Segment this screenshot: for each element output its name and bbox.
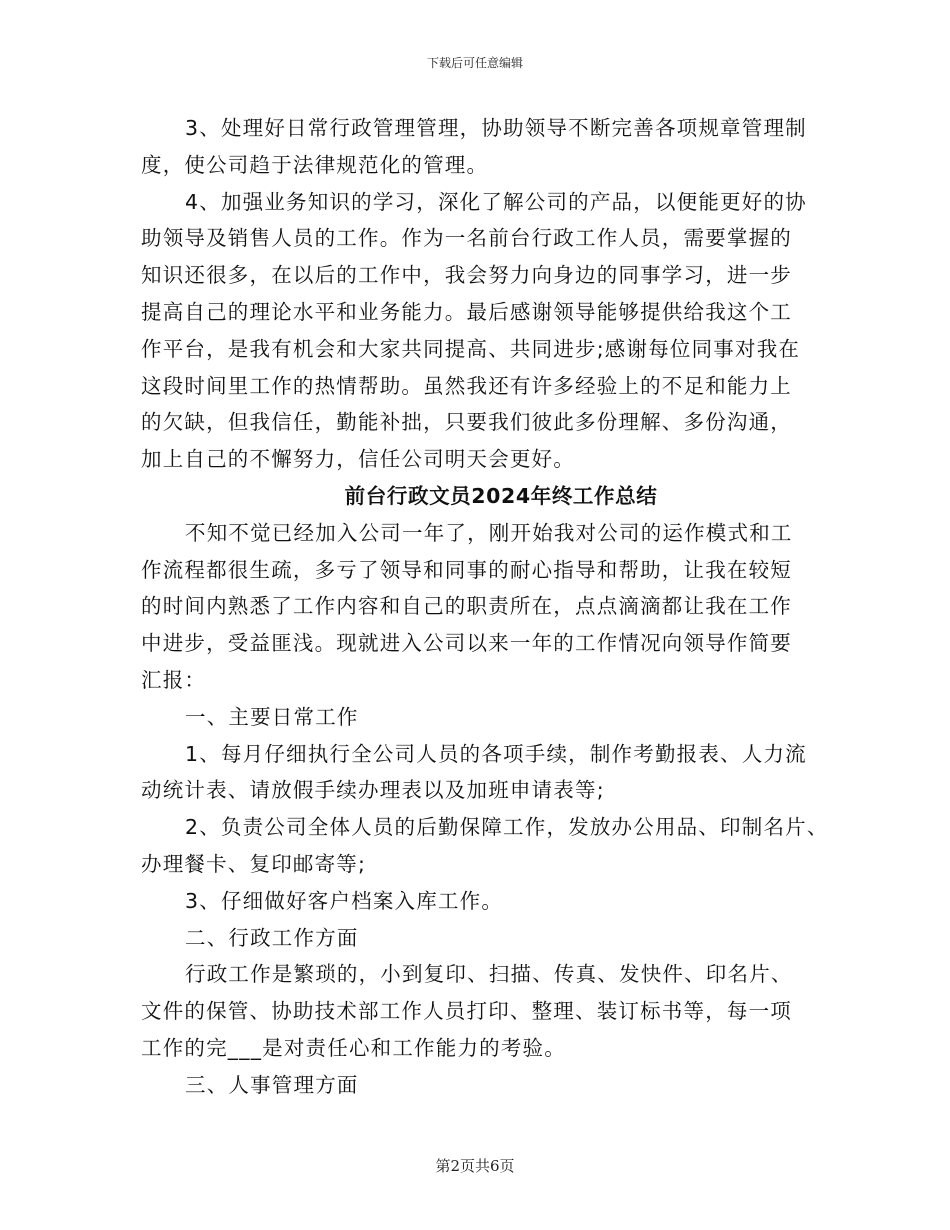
paragraph-line: 1、每月仔细执行全公司人员的各项手续，制作考勤报表、人力流	[185, 741, 807, 766]
paragraph-line: 作流程都很生疏，多亏了领导和同事的耐心指导和帮助，让我在较短	[141, 557, 792, 582]
paragraph-line: 加上自己的不懈努力，信任公司明天会更好。	[141, 447, 575, 472]
paragraph-line: 3、处理好日常行政管理管理，协助领导不断完善各项规章管理制	[185, 116, 807, 140]
paragraph-line: 提高自己的理论水平和业务能力。最后感谢领导能够提供给我这个工	[141, 299, 792, 324]
paragraph-line: 的时间内熟悉了工作内容和自己的职责所在，点点滴滴都让我在工作	[141, 594, 792, 619]
paragraph-line: 中进步，受益匪浅。现就进入公司以来一年的工作情况向领导作简要	[141, 631, 792, 656]
page-footer: 第2页共6页	[435, 1157, 515, 1175]
paragraph-line: 这段时间里工作的热情帮助。虽然我还有许多经验上的不足和能力上	[141, 373, 792, 398]
section-heading: 二、行政工作方面	[185, 925, 359, 950]
paragraph-line: 度，使公司趋于法律规范化的管理。	[141, 152, 489, 177]
paragraph-line: 动统计表、请放假手续办理表以及加班申请表等;	[141, 778, 605, 803]
section-heading: 一、主要日常工作	[185, 704, 359, 729]
paragraph-line: 3、仔细做好客户档案入库工作。	[185, 888, 504, 913]
paragraph-line: 助领导及销售人员的工作。作为一名前台行政工作人员，需要掌握的	[141, 226, 792, 251]
paragraph-line: 汇报：	[141, 667, 207, 692]
section-heading: 三、人事管理方面	[185, 1072, 359, 1097]
section-title: 前台行政文员2024年终工作总结	[344, 483, 658, 508]
page-header: 下载后可任意编辑	[426, 56, 523, 70]
paragraph-line: 行政工作是繁琐的，小到复印、扫描、传真、发快件、印名片、	[185, 962, 793, 987]
paragraph-line: 的欠缺，但我信任，勤能补拙，只要我们彼此多份理解、多份沟通，	[141, 410, 792, 435]
paragraph-line: 工作的完___是对责任心和工作能力的考验。	[141, 1035, 566, 1060]
paragraph-line: 作平台，是我有机会和大家共同提高、共同进步;感谢每位同事对我在	[141, 336, 801, 361]
paragraph-line: 2、负责公司全体人员的后勤保障工作，发放办公用品、印制名片、	[185, 815, 829, 840]
paragraph-line: 知识还很多，在以后的工作中，我会努力向身边的同事学习，进一步	[141, 263, 792, 288]
paragraph-line: 4、加强业务知识的学习，深化了解公司的产品，以便能更好的协	[185, 189, 807, 214]
paragraph-line: 文件的保管、协助技术部工作人员打印、整理、装订标书等，每一项	[141, 999, 792, 1024]
document-body	[141, 110, 829, 1104]
paragraph-line: 办理餐卡、复印邮寄等;	[141, 851, 367, 876]
paragraph-line: 不知不觉已经加入公司一年了，刚开始我对公司的运作模式和工	[185, 520, 793, 545]
